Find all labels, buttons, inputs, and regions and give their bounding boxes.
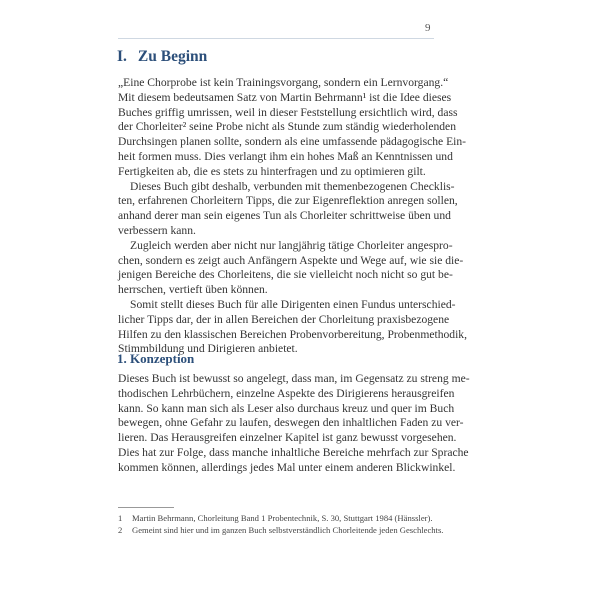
text-line: lieren. Das Herausgreifen einzelner Kapitel ist ganz bewusst vorgesehen. — [118, 431, 457, 445]
text-line: Durchsingen planen sollte, sondern als eine umfassende pädagogische Ein- — [118, 135, 467, 149]
paragraph — [118, 372, 470, 476]
header-rule — [118, 38, 434, 39]
text-line: Hilfen zu den klassischen Bereichen Probenvorbereitung, Probenmethodik, — [118, 327, 468, 341]
chapter-number: I. — [117, 48, 127, 65]
paragraph — [118, 297, 468, 357]
text-line: kommen können, allerdings jedes Mal unter einem anderen Blickwinkel. — [118, 460, 456, 474]
footnote-rule — [118, 507, 174, 508]
text-line: Fertigkeiten ab, die es stets zu hinterfragen und zu optimieren gilt. — [118, 164, 426, 178]
footnote-text: Martin Behrmann, Chorleitung Band 1 Probentechnik, S. 30, Stuttgart 1984 (Hänssler). — [132, 513, 433, 523]
text-line: Dieses Buch gibt deshalb, verbunden mit themenbezogenen Checklis- — [130, 179, 455, 193]
text-line: chen, sondern es zeigt auch Anfängern Aspekte und Wege auf, wie sie die- — [118, 253, 464, 267]
section-text — [118, 372, 470, 476]
footnote-text: Gemeint sind hier und im ganzen Buch selbstverständlich Chorleitende jeden Geschlechts. — [132, 525, 444, 535]
chapter-title — [117, 48, 207, 66]
text-line: verbessern kann. — [118, 223, 196, 237]
text-line: thodischen Lehrbüchern, einzelne Aspekte des Dirigierens herausgreifen — [118, 386, 455, 400]
paragraph — [118, 179, 458, 239]
text-line: heit formen muss. Dies verlangt ihm ein hohes Maß an Kenntnissen und — [118, 149, 453, 163]
page-number: 9 — [425, 22, 431, 34]
text-line: bewegen, ohne Gefahr zu laufen, deswegen den inhaltlichen Faden zu ver- — [118, 416, 464, 430]
text-line: anhand derer man sein eigenes Tun als Chorleiter schrittweise üben und — [118, 209, 451, 223]
text-line: licher Tipps dar, der in allen Bereichen der Chorleitung praxisbezogene — [118, 312, 450, 326]
text-line: Dies hat zur Folge, dass manche inhaltliche Bereiche mehrfach zur Sprache — [118, 445, 469, 459]
text-line: Mit diesem bedeutsamen Satz von Martin Behrmann¹ ist die Idee dieses — [118, 90, 452, 104]
text-line: Somit stellt dieses Buch für alle Dirigenten einen Fundus unterschied- — [130, 297, 456, 311]
footnote-number: 1 — [118, 513, 123, 523]
text-line: ten, erfahrenen Chorleitern Tipps, die zur Eigenreflektion anregen sollen, — [118, 194, 458, 208]
footnotes — [118, 512, 448, 536]
text-line: herrschen, vertieft üben können. — [118, 283, 268, 297]
paragraph — [118, 76, 467, 180]
text-line: der Chorleiter² seine Probe nicht als Stunde zum ständig wiederholenden — [118, 120, 456, 134]
text-line: jenigen Bereiche des Chorleitens, die sie vielleicht noch nicht so gut be- — [118, 268, 453, 282]
footnote — [118, 512, 448, 524]
intro-text — [118, 76, 468, 357]
text-line: „Eine Chorprobe ist kein Trainingsvorgang, sondern ein Lernvorgang.“ — [118, 76, 449, 89]
chapter-title-text: Zu Beginn — [137, 48, 208, 65]
paragraph — [118, 238, 464, 298]
section-title: 1. Konzeption — [117, 351, 195, 366]
text-line: Dieses Buch ist bewusst so angelegt, dass man, im Gegensatz zu streng me- — [118, 372, 470, 385]
footnote-number: 2 — [118, 525, 123, 535]
text-line: Stimmbildung und Dirigieren anbietet. — [118, 342, 298, 356]
text-line: Zugleich werden aber nicht nur langjährig tätige Chorleiter angespro- — [130, 238, 453, 252]
text-line: kann. So kann man sich als Leser also durchaus kreuz und quer im Buch — [118, 401, 455, 415]
footnote — [118, 524, 448, 536]
text-line: Buches griffig umrissen, weil in dieser Feststellung ersichtlich wird, dass — [118, 105, 458, 119]
